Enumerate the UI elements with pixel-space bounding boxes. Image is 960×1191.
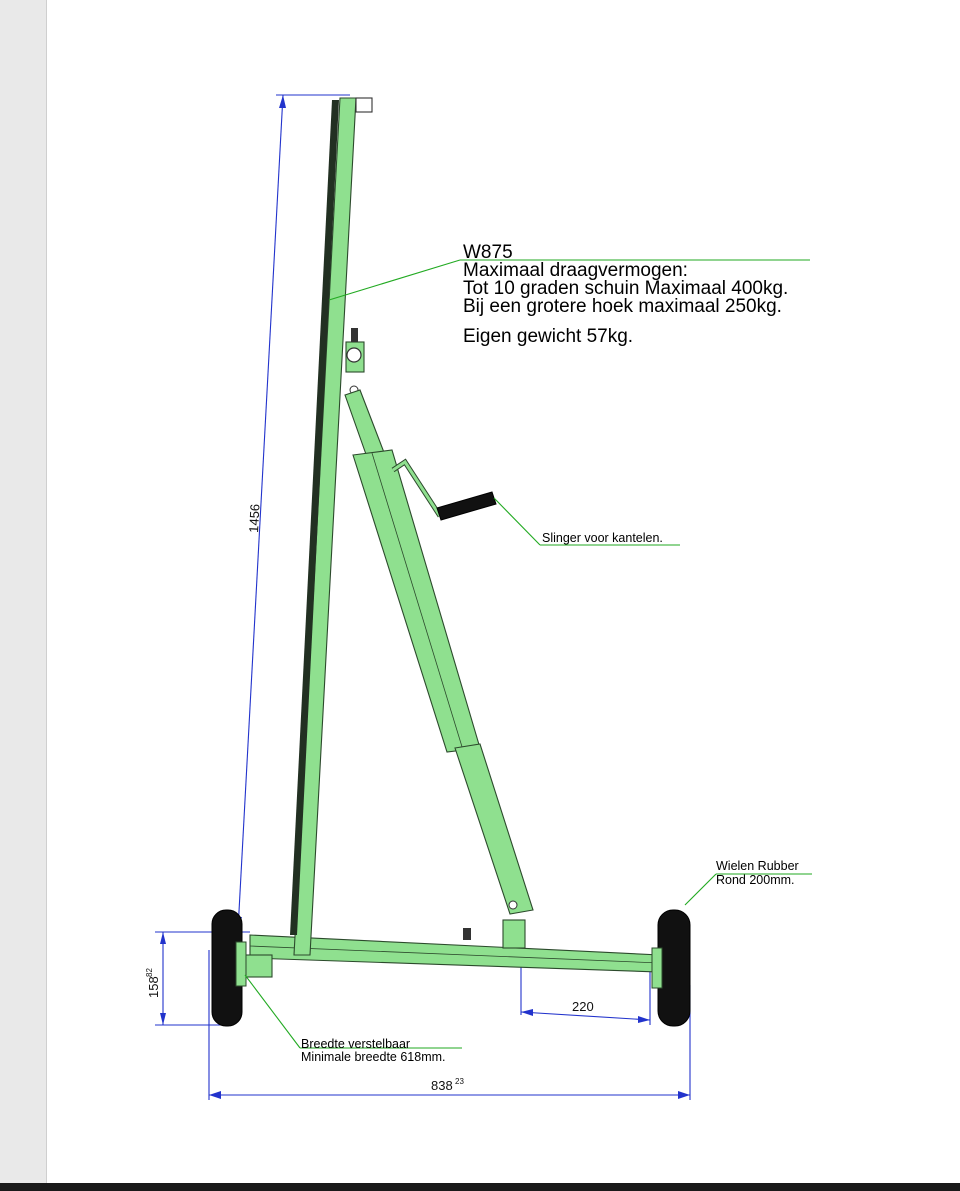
wheels-label-2: Rond 200mm.	[716, 873, 795, 887]
model-label: W875	[463, 242, 513, 263]
strut-foot	[503, 920, 525, 948]
base-beam	[250, 935, 660, 972]
strut-upper	[345, 390, 385, 460]
width-label-2: Minimale breedte 618mm.	[301, 1050, 446, 1064]
capacity-heading: Maximaal draagvermogen:	[463, 260, 688, 281]
top-bracket	[356, 98, 372, 112]
capacity-line-2: Bij een grotere hoek maximaal 250kg.	[463, 296, 782, 317]
own-weight: Eigen gewicht 57kg.	[463, 326, 634, 347]
strut-cylinder	[353, 450, 480, 752]
dimension-offset-text: 220	[572, 999, 594, 1014]
dimension-wheel-height-sup: 82	[145, 968, 154, 977]
pivot-eye	[347, 348, 361, 362]
dimension-wheel-height-text	[145, 968, 161, 998]
pivot-bolt	[351, 328, 358, 342]
strut-lower	[455, 744, 533, 914]
capacity-line-1: Tot 10 graden schuin Maximaal 400kg.	[463, 278, 789, 299]
base-bolt	[463, 928, 471, 940]
dimension-wheel-height-value: 158	[146, 976, 161, 998]
width-label-1: Breedte verstelbaar	[301, 1037, 411, 1051]
dimension-length-value: 838	[431, 1078, 453, 1093]
upright-post	[294, 98, 356, 955]
front-wheel	[658, 910, 690, 1026]
crank-label: Slinger voor kantelen.	[542, 531, 663, 545]
wheels-label-1: Wielen Rubber	[716, 859, 799, 873]
dimension-length-sup: 23	[455, 1077, 464, 1086]
dimension-height-text: 1456	[246, 503, 263, 534]
